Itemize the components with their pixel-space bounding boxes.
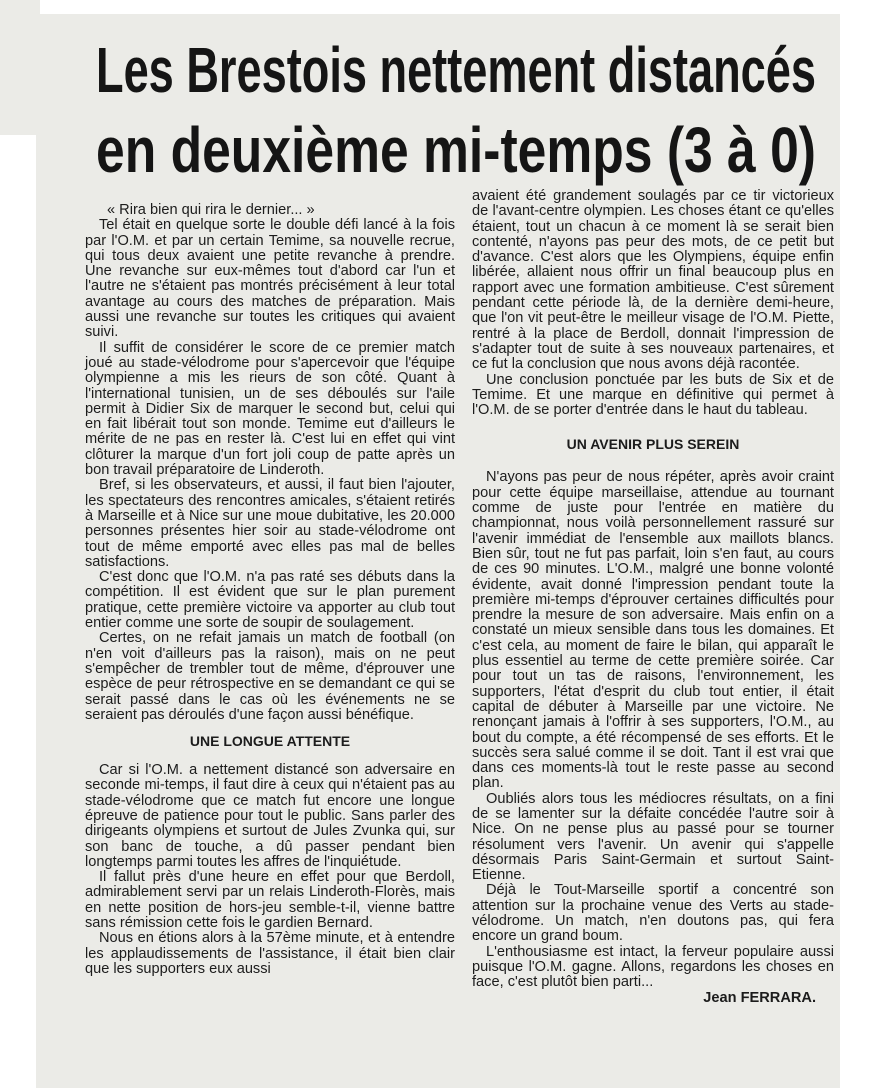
- subheading-un-avenir-plus-serein: UN AVENIR PLUS SEREIN: [566, 436, 740, 453]
- paragraph: Nous en étions alors à la 57ème minute, et à entendre les applaudissements de l'assistance, il était bien clair que les supporters eux aussi: [85, 930, 455, 977]
- paragraph: avaient été grandement soulagés par ce tir victorieux de l'avant-centre olympien. Les choses étant ce qu'elles étaient, tout un chacun à ce moment là se serait bien contenté, n'ayons pas peur des mots, de ce petit but d'avance. C'est alors que les Olympiens, équipe enfin libérée, allaient nous offrir un final beaucoup plus en rapport avec une formation ambitieuse. C'est sûrement pendant cette période là, de la dernière demi-heure, que l'on vit peut-être le meilleur visage de l'O.M. Piette, rentré à la place de Berdoll, donnait l'impression de s'adapter tout de suite à ses nouveaux partenaires, et ce fut la conclusion que nous avons déjà racontée.: [472, 188, 834, 373]
- paragraph: N'ayons pas peur de nous répéter, après avoir craint pour cette équipe marseillaise, attendue au tournant comme de juste pour l'entrée en matière du championnat, nous voilà personnellement rassuré sur l'avenir immédiat de l'ensemble aux maillots blancs. Bien sûr, tout ne fut pas parfait, loin s'en faut, au cours de ces 90 minutes. L'O.M., malgré une bonne volonté évidente, avait donné l'impression pendant toute la première mi-temps d'éprouver certaines difficultés pour prendre la mesure de son adversaire. Mais enfin on a constaté un mieux sensible dans tous les domaines. Et c'est cela, au moment de faire le bilan, qui apparaît le plus essentiel au terme de cette première soirée. Car pour tout un tas de raisons, l'environnement, les supporters, l'état d'esprit du club tout entier, il était capital de débuter à Marseille par une victoire. Ne renonçant jamais à l'offrir à ses supporters, l'O.M., au bout du compte, a été récompensé de ses efforts. Et le succès sera salué comme il se doit. Tant il est vrai que dans ces moments-là tout le reste passe au second plan.: [472, 469, 834, 792]
- headline-svg: [92, 30, 822, 190]
- paragraph: C'est donc que l'O.M. n'a pas raté ses débuts dans la compétition. Il est évident que sur le plan purement pratique, cette première victoire va apporter au club tout entier comme une sorte de soupir de soulagement.: [85, 569, 455, 632]
- intro-quote: « Rira bien qui rira le dernier... »: [107, 202, 315, 218]
- subheading-une-longue-attente: UNE LONGUE ATTENTE: [189, 733, 351, 750]
- headline: [92, 30, 822, 190]
- right-column: [472, 189, 834, 1006]
- paragraph: L'enthousiasme est intact, la ferveur populaire aussi puisque l'O.M. gagne. Allons, regardons les choses en face, c'est plutôt bien parti...: [472, 943, 834, 991]
- paragraph: Oubliés alors tous les médiocres résultats, on a fini de se lamenter sur la défaite concédée l'autre soir à Nice. On ne pense plus au passé pour se tourner résolument vers l'avenir. Un avenir qui s'appelle désormais Paris Saint-Germain et surtout Saint-Etienne.: [472, 790, 834, 884]
- paragraph: Il fallut près d'une heure en effet pour que Berdoll, admirablement servi par un relais Linderoth-Florès, mais en nette position de hors-jeu semble-t-il, vienne battre sans rémission cette fois le gardien Bernard.: [85, 869, 455, 932]
- author-byline: Jean FERRARA.: [703, 989, 816, 1006]
- headline-line-2: en deuxième mi-temps (3 à 0): [96, 114, 816, 186]
- paragraph: Bref, si les observateurs, et aussi, il faut bien l'ajouter, les spectateurs des rencontres amicales, s'étaient retirés à Marseille et à Nice sur une moue dubitative, les 20.000 personnes présentes hier soir au stade-vélodrome ont tout de même emporté avec elles pas mal de belles satisfactions.: [85, 477, 455, 570]
- paragraph: Déjà le Tout-Marseille sportif a concentré son attention sur la prochaine venue des Verts au stade-vélodrome. Un match, n'en doutons pas, qui fera encore un grand boum.: [472, 882, 834, 945]
- paragraph: Il suffit de considérer le score de ce premier match joué au stade-vélodrome pour s'apercevoir que l'équipe olympienne a mis les rieurs de son côté. Quant à l'international tunisien, un de ses déboulés sur l'aile permit à Didier Six de marquer le second but, celui qui en fait libérait tout son monde. Temime eut d'ailleurs le mérite de ne pas en rester là. C'est lui en effet qui vint clôturer la marque d'un fort joli coup de patte après un bon travail préparatoire de Linderoth.: [85, 339, 455, 479]
- paragraph: Une conclusion ponctuée par les buts de Six et de Temime. Et une marque en définitive qui permet à l'O.M. de se porter d'entrée dans le haut du tableau.: [472, 371, 834, 419]
- paper-edge: [0, 0, 40, 135]
- paragraph: Certes, on ne refait jamais un match de football (on n'en voit d'ailleurs pas la raison), mais on ne peut s'empêcher de trembler tout de même, d'éprouver une espèce de peur rétrospective en se demandant ce qui se serait passé dans le cas où les événements ne se seraient pas déroulés d'une façon aussi bénéfique.: [85, 630, 455, 723]
- headline-line-1: Les Brestois nettement distancés: [96, 34, 816, 106]
- paragraph: Car si l'O.M. a nettement distancé son adversaire en seconde mi-temps, il faut dire à ceux qui n'étaient pas au stade-vélodrome que ce match fut encore une longue épreuve de patience pour tout le public. Sans parler des dirigeants olympiens et surtout de Jules Zvunka qui, sur son banc de touche, a dû passer pendant bien longtemps parmi toutes les affres de l'inquiétude.: [85, 762, 455, 870]
- left-column: [85, 203, 455, 977]
- paragraph: Tel était en quelque sorte le double défi lancé à la fois par l'O.M. et par un certain Temime, sa nouvelle recrue, qui tous deux avaient une petite revanche à prendre. Une revanche sur eux-mêmes tout d'abord car l'un et l'autre ne s'étaient pas montrés précisément à leur total avantage au cours des matches de préparation. Mais aussi une revanche sur toutes les critiques qui avaient suivi.: [85, 217, 455, 341]
